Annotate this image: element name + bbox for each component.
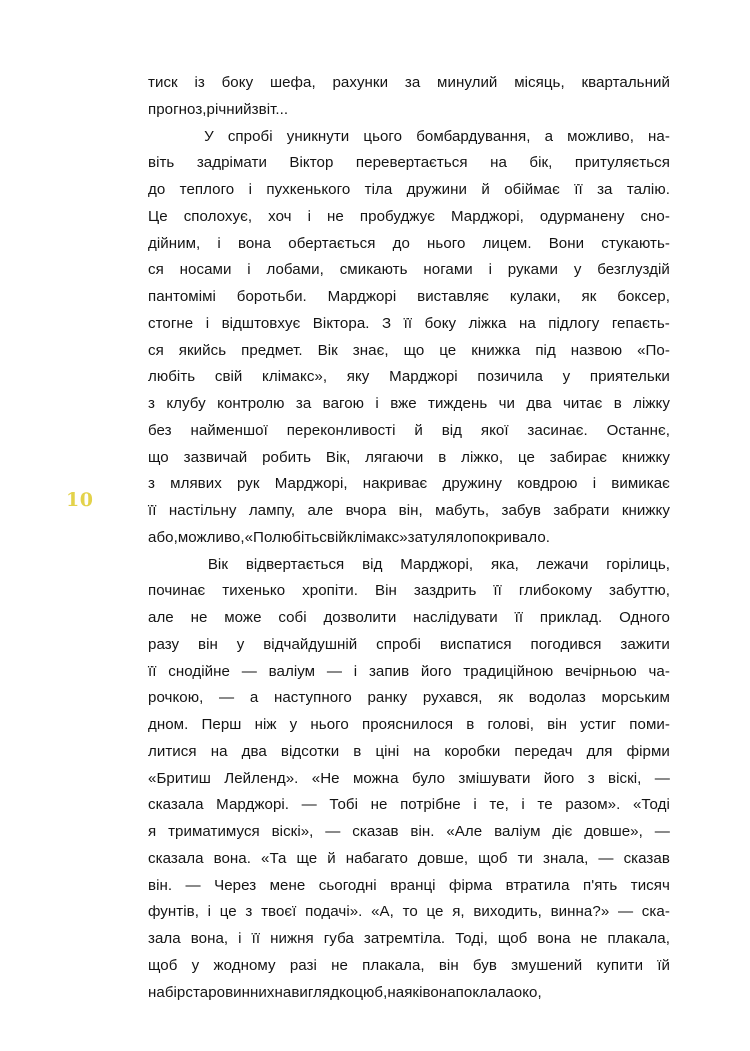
text-line: віть задрімати Віктор перевертається на бік, притуляється: [148, 154, 670, 172]
text-line: дном. Перш ніж у нього прояснилося в голові, він устиг поми-: [148, 716, 670, 733]
text-line: я триматимуся віскі», — сказав він. «Але валіум діє довше», —: [148, 823, 670, 840]
text-line: Вік відвертається від Марджорі, яка, лежачи горілиць,: [148, 552, 670, 579]
body-text-column: [148, 70, 670, 1006]
text-line: дійним, і вона обертається до нього лицем. Вони стукають-: [148, 234, 670, 252]
text-line: з клубу контролю за вагою і вже тиждень чи два читає в ліжку: [148, 395, 670, 412]
text-line: щоб у жодному разі не плакала, він був змушений купити їй: [148, 956, 670, 974]
text-line: прогноз, річний звіт...: [148, 100, 289, 118]
text-line: до теплого і пухкенького тіла дружини й обіймає її за талію.: [148, 181, 670, 198]
text-line: стогне і відштовхує Віктора. З її боку ліжка на підлогу гепаєть-: [148, 314, 670, 332]
text-line: її настільну лампу, але вчора він, мабуть, забув забрати книжку: [148, 502, 670, 519]
text-line: починає тихенько хропіти. Він заздрить її глибокому забуттю,: [148, 582, 670, 600]
text-line: її снодійне — валіум — і запив його традиційною вечірньою ча-: [148, 662, 670, 680]
text-line: набір старовинних на вигляд коцюб, на які вона поклала око,: [148, 983, 542, 1001]
text-line: У спробі уникнути цього бомбардування, а можливо, на-: [148, 124, 670, 151]
text-line: без найменшої переконливості й від якої засинає. Останнє,: [148, 421, 670, 439]
text-line: Це сполохує, хоч і не пробуджує Марджорі, одурманену сно-: [148, 207, 670, 225]
text-line: що зазвичай робить Вік, лягаючи в ліжко, це забирає книжку: [148, 448, 670, 466]
paragraph: [148, 552, 670, 1007]
text-line: сказала Марджорі. — Тобі не потрібне і те, і те разом». «Тоді: [148, 796, 670, 814]
text-line: він. — Через мене сьогодні вранці фірма втратила п'ять тисяч: [148, 876, 670, 894]
text-line: «Бритиш Лейленд». «Не можна було змішувати його з віскі, —: [148, 769, 670, 787]
text-line: з млявих рук Марджорі, накриває дружину ковдрою і вимикає: [148, 475, 670, 493]
paragraph-indent: [148, 552, 190, 579]
paragraph: [148, 70, 670, 124]
text-line: або, можливо, «Полюбіть свій клімакс» затуляло покривало.: [148, 528, 551, 546]
text-line: ся якийсь предмет. Вік знає, що це книжка під назвою «По-: [148, 341, 670, 359]
text-line: але не може собі дозволити наслідувати її приклад. Одного: [148, 609, 670, 626]
text-line: литися на два відсотки в ціні на коробки передач для фірми: [148, 742, 670, 760]
text-line: пантомімі боротьби. Марджорі виставляє кулаки, як боксер,: [148, 288, 670, 305]
paragraph: [148, 124, 670, 552]
text-line: зала вона, і її нижня губа затремтіла. Тоді, щоб вона не плакала,: [148, 930, 670, 947]
text-line: ся носами і лобами, смикають ногами і руками у безглуздій: [148, 261, 670, 279]
text-line: сказала вона. «Та ще й набагато довше, щоб ти знала, — сказав: [148, 849, 670, 867]
text-line: любіть свій клімакс», яку Марджорі позичила у приятельки: [148, 368, 670, 386]
text-line: тиск із боку шефа, рахунки за минулий місяць, квартальний: [148, 74, 670, 91]
paragraph-indent: [148, 124, 190, 151]
text-line: фунтів, і це з твоєї подачі». «А, то це я, виходить, винна?» — ска-: [148, 903, 670, 921]
text-line: рочкою, — а наступного ранку рухався, як водолаз морським: [148, 689, 670, 707]
text-line: разу він у відчайдушній спробі виспатися погодився зажити: [148, 635, 670, 653]
page-number: 10: [66, 489, 94, 511]
